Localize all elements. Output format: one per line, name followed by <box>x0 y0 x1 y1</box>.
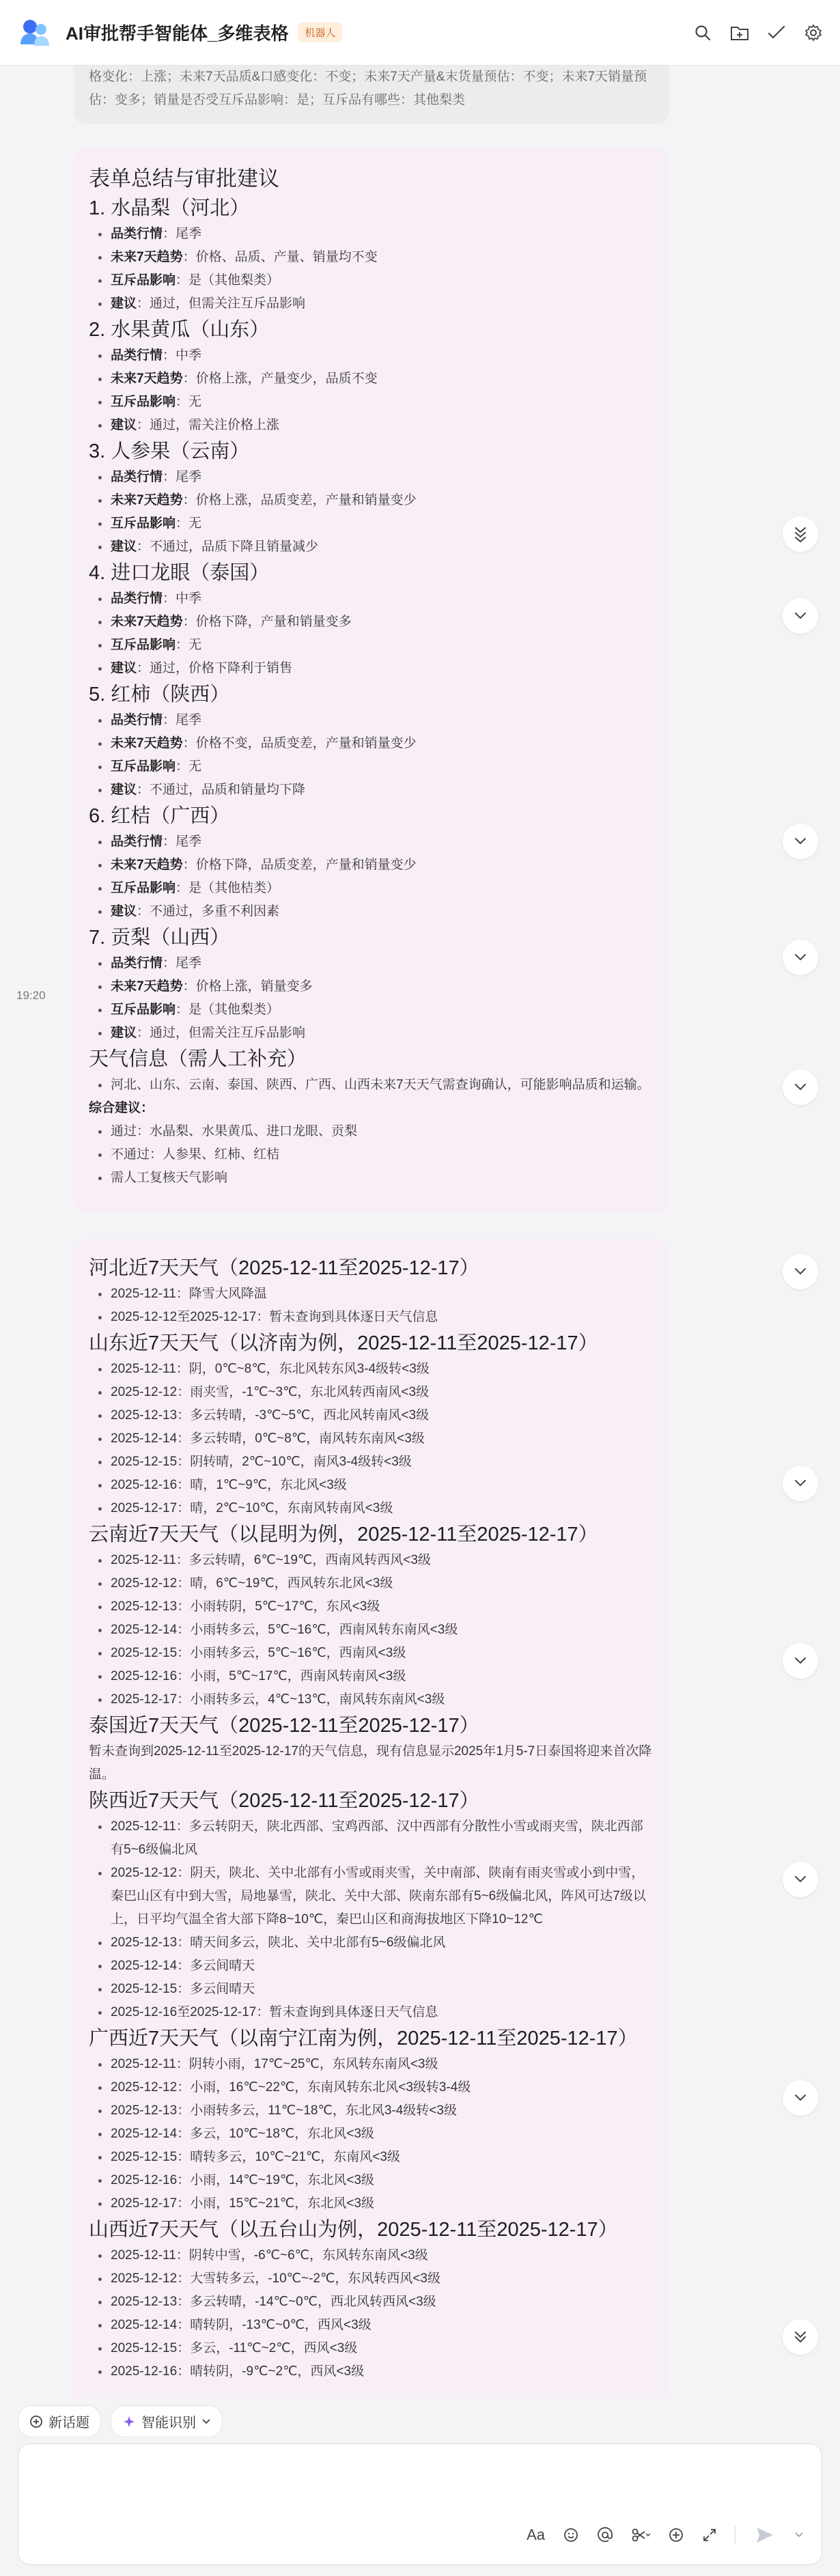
add-circle-icon[interactable] <box>668 2527 684 2543</box>
weather-day-line: 2025-12-13：多云转晴，-14℃~0℃，西北风转西风<3级 <box>89 2291 654 2314</box>
product-detail-line: 建议：通过，需关注价格上涨 <box>89 414 654 437</box>
message-input[interactable] <box>18 2444 822 2565</box>
chat-title: AI审批帮手智能体_多维表格 <box>66 23 289 44</box>
chevron-down-icon <box>201 2418 211 2425</box>
product-detail-line: 互斥品影响：无 <box>89 512 654 535</box>
product-detail-line: 未来7天趋势：价格上涨，销量变多 <box>89 975 654 998</box>
product-detail-line: 未来7天趋势：价格上涨，品质变差，产量和销量变少 <box>89 489 654 512</box>
overall-item: 不通过：人参果、红柿、红桔 <box>89 1143 654 1166</box>
weather-region-heading: 陕西近7天天气（2025-12-11至2025-12-17） <box>89 1790 479 1812</box>
divider <box>735 2526 736 2544</box>
folder-add-icon[interactable] <box>729 23 750 43</box>
weather-day-line: 2025-12-11：阴转小雨，17℃~25℃，东风转东南风<3级 <box>89 2053 654 2076</box>
product-detail-line: 建议：通过，但需关注互斥品影响 <box>89 1022 654 1045</box>
product-detail-line: 建议：不通过，品质下降且销量减少 <box>89 535 654 559</box>
weather-day-line: 2025-12-14：多云，10℃~18℃，东北风<3级 <box>89 2123 654 2146</box>
product-detail-line: 互斥品影响：无 <box>89 634 654 657</box>
product-detail-line: 未来7天趋势：价格下降，产量和销量变多 <box>89 611 654 634</box>
weather-note: 暂未查询到2025-12-11至2025-12-17的天气信息，现有信息显示2025年1月5-7日泰国将迎来首次降温。 <box>89 1744 652 1782</box>
weather-day-line: 2025-12-15：多云间晴天 <box>89 1978 654 2001</box>
product-detail-line: 互斥品影响：无 <box>89 391 654 414</box>
expand-all-button[interactable] <box>783 516 818 552</box>
expand-icon[interactable] <box>702 2528 717 2543</box>
search-icon[interactable] <box>692 23 713 43</box>
product-detail-line: 未来7天趋势：价格不变，品质变差，产量和销量变少 <box>89 732 654 755</box>
smart-recognize-dropdown[interactable] <box>111 2405 223 2437</box>
weather-day-line: 2025-12-11：阴，0℃~8℃，东北风转东风3-4级转<3级 <box>89 1358 654 1381</box>
product-heading: 2. 水果黄瓜（山东） <box>89 319 270 341</box>
chevron-down-icon[interactable] <box>783 1862 818 1897</box>
overall-item: 通过：水晶梨、水果黄瓜、进口龙眼、贡梨 <box>89 1120 654 1143</box>
weather-day-line: 2025-12-16：晴转阴，-9℃~2℃，西风<3级 <box>89 2360 654 2383</box>
weather-day-line: 2025-12-17：晴，2℃~10℃，东南风转南风<3级 <box>89 1497 654 1520</box>
weather-day-line: 2025-12-13：小雨转多云，11℃~18℃，东北风3-4级转<3级 <box>89 2099 654 2123</box>
weather-region-heading: 山东近7天天气（以济南为例，2025-12-11至2025-12-17） <box>89 1332 598 1354</box>
new-topic-button[interactable] <box>18 2405 101 2437</box>
send-options-chevron-icon[interactable] <box>794 2532 804 2538</box>
product-detail-line: 建议：通过，价格下降利于销售 <box>89 657 654 680</box>
weather-region-heading: 广西近7天天气（以南宁江南为例，2025-12-11至2025-12-17） <box>89 2028 638 2049</box>
previous-message-snippet: 格变化：上涨；未来7天品质&口感变化：不变；未来7天产量&末货量预估：不变；未来7天销量预估：变多；销量是否受互斥品影响：是；互斥品有哪些：其他梨类 <box>74 66 669 124</box>
chevron-down-icon[interactable] <box>783 2080 818 2116</box>
product-heading: 6. 红桔（广西） <box>89 805 230 827</box>
product-detail-line: 互斥品影响：是（其他桔类） <box>89 877 654 900</box>
product-heading: 1. 水晶梨（河北） <box>89 197 250 219</box>
weather-region-heading: 山西近7天天气（以五台山为例，2025-12-11至2025-12-17） <box>89 2219 618 2241</box>
chevron-down-icon[interactable] <box>783 940 818 975</box>
summary-title: 表单总结与审批建议 <box>89 167 279 191</box>
product-detail-line: 品类行情：尾季 <box>89 466 654 489</box>
chevron-down-icon[interactable] <box>783 1069 818 1105</box>
product-detail-line: 互斥品影响：是（其他梨类） <box>89 998 654 1022</box>
product-detail-line: 未来7天趋势：价格下降，品质变差，产量和销量变少 <box>89 854 654 877</box>
product-detail-line: 品类行情：尾季 <box>89 952 654 975</box>
weather-day-line: 2025-12-12：阴天，陕北、关中北部有小雪或雨夹雪，关中南部、陕南有雨夹雪或小到中雪，秦巴山区有中到大雪，局地暴雪，陕北、关中大部、陕南东部有5~6级偏北风，阵风可达7级以上，日平均气温全省大部下降8~10℃，秦巴山区和商海拔地区下降10~12℃ <box>89 1862 654 1931</box>
weather-day-line: 2025-12-13：小雨转阴，5℃~17℃，东风<3级 <box>89 1595 654 1619</box>
weather-day-line: 2025-12-17：小雨转多云，4℃~13℃，南风转东南风<3级 <box>89 1688 654 1711</box>
weather-region-heading: 河北近7天天气（2025-12-11至2025-12-17） <box>89 1257 479 1279</box>
weather-day-line: 2025-12-16：小雨，14℃~19℃，东北风<3级 <box>89 2169 654 2192</box>
check-edit-icon[interactable] <box>766 23 787 43</box>
settings-icon[interactable] <box>803 23 824 43</box>
chat-area[interactable] <box>0 66 840 2398</box>
weather-day-line: 2025-12-11：多云转晴，6℃~19℃，西南风转西风<3级 <box>89 1549 654 1572</box>
product-heading: 5. 红柿（陕西） <box>89 684 230 705</box>
emoji-icon[interactable] <box>563 2527 579 2543</box>
product-detail-line: 品类行情：尾季 <box>89 223 654 246</box>
weather-day-line: 2025-12-12至2025-12-17：暂未查询到具体逐日天气信息 <box>89 1306 654 1329</box>
weather-day-line: 2025-12-12：雨夹雪，-1℃~3℃，东北风转西南风<3级 <box>89 1381 654 1404</box>
chevron-down-icon[interactable] <box>783 1466 818 1501</box>
product-detail-line: 建议：不通过，品质和销量均下降 <box>89 779 654 802</box>
weather-region-heading: 云南近7天天气（以昆明为例，2025-12-11至2025-12-17） <box>89 1524 598 1545</box>
weather-day-line: 2025-12-15：多云，-11℃~2℃，西风<3级 <box>89 2337 654 2360</box>
message-timestamp: 19:20 <box>16 989 46 1002</box>
font-format-button[interactable]: Aa <box>527 2526 545 2543</box>
weather-day-line: 2025-12-12：小雨，16℃~22℃，东南风转东北风<3级转3-4级 <box>89 2076 654 2099</box>
weather-day-line: 2025-12-12：晴，6℃~19℃，西风转东北风<3级 <box>89 1572 654 1595</box>
bottom-toolbar <box>0 2398 840 2576</box>
weather-day-line: 2025-12-14：晴转阴，-13℃~0℃，西风<3级 <box>89 2314 654 2337</box>
weather-day-line: 2025-12-13：多云转晴，-3℃~5℃，西北风转南风<3级 <box>89 1404 654 1427</box>
plus-circle-icon <box>29 2415 43 2428</box>
new-topic-label: 新话题 <box>48 2416 89 2431</box>
overall-item: 需人工复核天气影响 <box>89 1166 654 1190</box>
weather-day-line: 2025-12-12：大雪转多云，-10℃~-2℃，东风转西风<3级 <box>89 2267 654 2291</box>
weather-day-line: 2025-12-14：多云转晴，0℃~8℃，南风转东南风<3级 <box>89 1427 654 1451</box>
product-detail-line: 品类行情：中季 <box>89 344 654 367</box>
product-detail-line: 品类行情：尾季 <box>89 709 654 732</box>
weather-day-line: 2025-12-15：晴转多云，10℃~21℃，东南风<3级 <box>89 2146 654 2169</box>
app-logo-icon <box>16 14 53 51</box>
weather-info-heading: 天气信息（需人工补充） <box>89 1048 307 1070</box>
chevron-down-icon[interactable] <box>783 598 818 634</box>
weather-note: 河北、山东、云南、泰国、陕西、广西、山西未来7天天气需查询确认，可能影响品质和运输。 <box>89 1074 654 1097</box>
product-detail-line: 未来7天趋势：价格上涨，产量变少，品质不变 <box>89 367 654 391</box>
weather-day-line: 2025-12-16：小雨，5℃~17℃，西南风转南风<3级 <box>89 1665 654 1688</box>
weather-day-line: 2025-12-15：小雨转多云，5℃~16℃，西南风<3级 <box>89 1642 654 1665</box>
product-detail-line: 品类行情：尾季 <box>89 830 654 854</box>
product-detail-line: 互斥品影响：是（其他梨类） <box>89 269 654 292</box>
overall-label: 综合建议： <box>89 1101 154 1115</box>
chevron-down-icon[interactable] <box>783 1254 818 1289</box>
sparkle-icon <box>122 2415 136 2428</box>
summary-message-card <box>74 148 669 1213</box>
product-heading: 7. 贡梨（山西） <box>89 927 230 949</box>
smart-recognize-label: 智能识别 <box>141 2416 196 2431</box>
product-heading: 3. 人参果（云南） <box>89 440 250 462</box>
weather-day-line: 2025-12-13：晴天间多云，陕北、关中北部有5~6级偏北风 <box>89 1931 654 1955</box>
product-detail-line: 互斥品影响：无 <box>89 755 654 779</box>
product-detail-line: 未来7天趋势：价格、品质、产量、销量均不变 <box>89 246 654 269</box>
weather-day-line: 2025-12-16至2025-12-17：暂未查询到具体逐日天气信息 <box>89 2001 654 2024</box>
scissors-icon[interactable] <box>631 2527 650 2543</box>
weather-day-line: 2025-12-14：小雨转多云，5℃~16℃，西南风转东南风<3级 <box>89 1619 654 1642</box>
weather-day-line: 2025-12-14：多云间晴天 <box>89 1955 654 1978</box>
product-detail-line: 建议：不通过，多重不利因素 <box>89 900 654 923</box>
bot-badge: 机器人 <box>298 23 342 42</box>
weather-message-card <box>74 1239 669 2398</box>
product-detail-line: 建议：通过，但需关注互斥品影响 <box>89 292 654 316</box>
chevron-down-icon[interactable] <box>783 824 818 859</box>
product-detail-line: 品类行情：中季 <box>89 587 654 611</box>
app-header <box>0 0 840 66</box>
mention-icon[interactable] <box>597 2527 613 2543</box>
weather-day-line: 2025-12-11：降雪大风降温 <box>89 1283 654 1306</box>
chevron-down-icon[interactable] <box>783 1643 818 1679</box>
weather-day-line: 2025-12-11：阴转中雪，-6℃~6℃，东风转东南风<3级 <box>89 2244 654 2267</box>
product-heading: 4. 进口龙眼（泰国） <box>89 562 270 584</box>
send-button[interactable] <box>753 2523 776 2547</box>
weather-region-heading: 泰国近7天天气（2025-12-11至2025-12-17） <box>89 1715 479 1737</box>
weather-day-line: 2025-12-17：小雨，15℃~21℃，东北风<3级 <box>89 2192 654 2215</box>
weather-day-line: 2025-12-15：阴转晴，2℃~10℃，南风3-4级转<3级 <box>89 1451 654 1474</box>
weather-day-line: 2025-12-11：多云转阴天，陕北西部、宝鸡西部、汉中西部有分散性小雪或雨夹雪，陕北西部有5~6级偏北风 <box>89 1815 654 1862</box>
scroll-to-bottom-button[interactable] <box>783 2319 818 2355</box>
weather-day-line: 2025-12-16：晴，1℃~9℃，东北风<3级 <box>89 1474 654 1497</box>
